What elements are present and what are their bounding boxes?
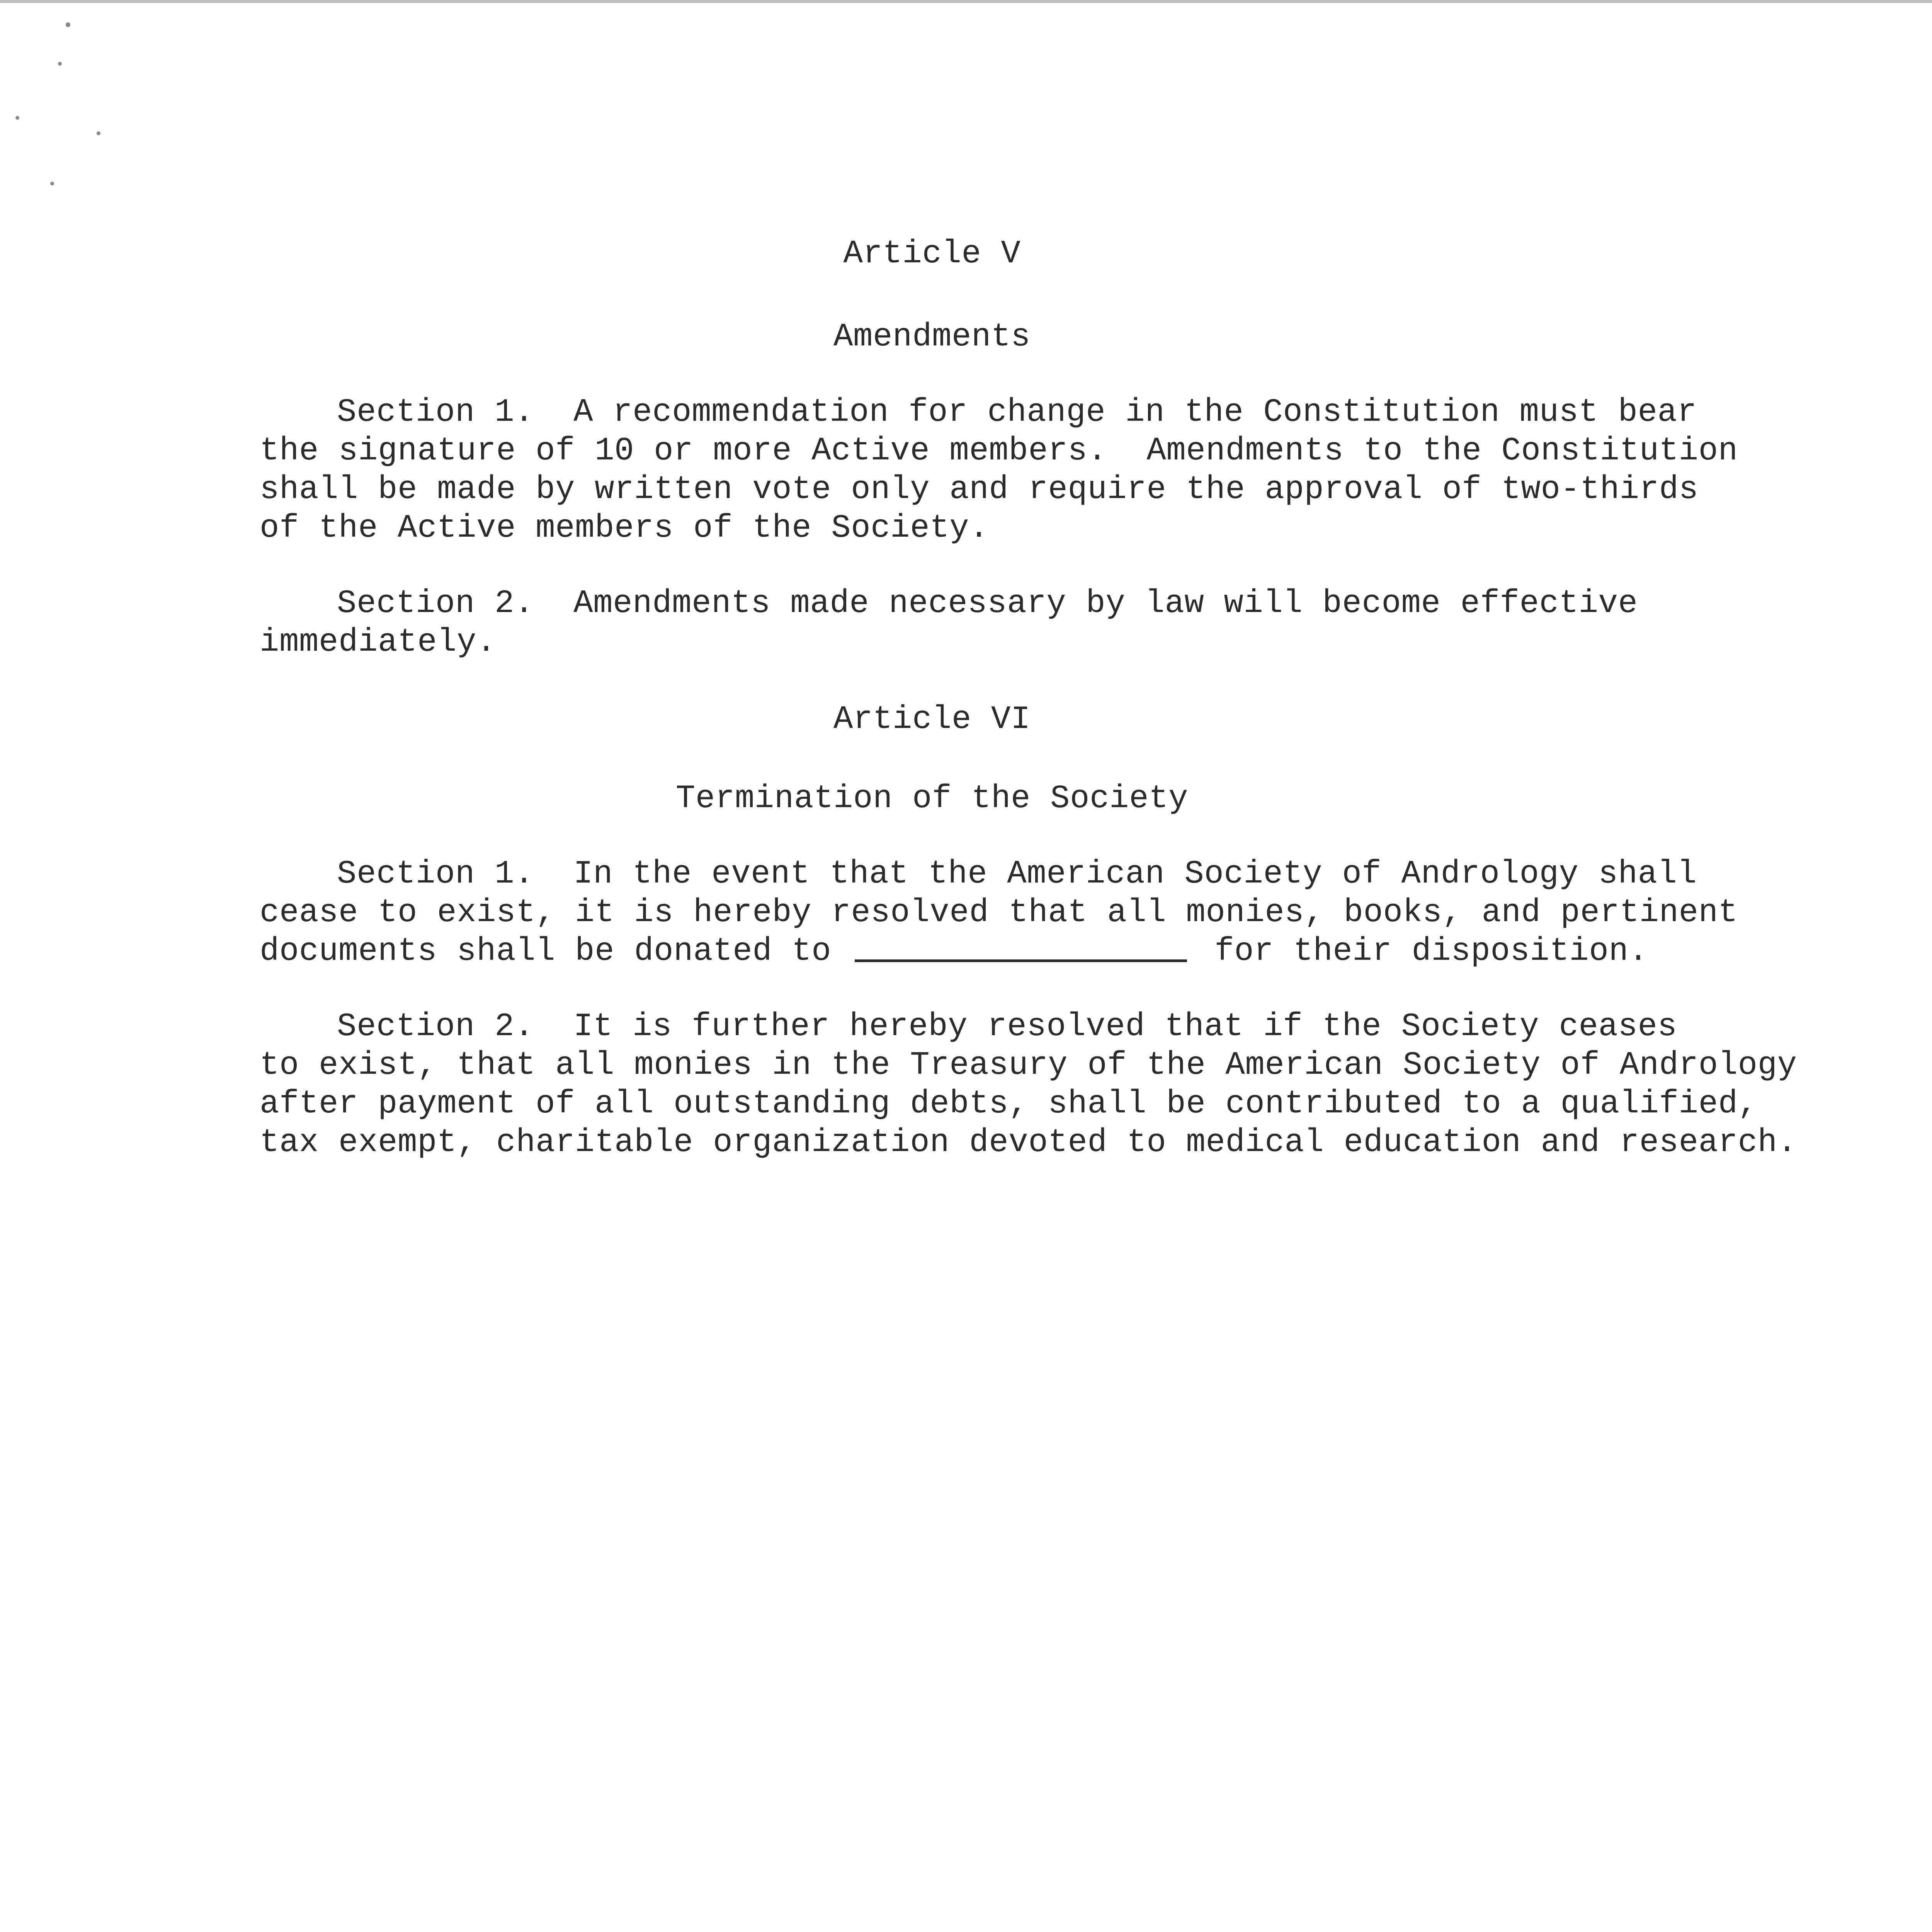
article-vi-section1-line1: Section 1. In the event that the American Society of Andrology shall: [337, 856, 1697, 893]
article-v-subheading: Amendments: [833, 319, 1031, 355]
paper-top-edge: [0, 0, 1932, 3]
article-vi-section2-line1: Section 2. It is further hereby resolved that if the Society ceases: [337, 1009, 1677, 1045]
article-v-section1-line3: shall be made by written vote only and require the approval of two-thirds: [260, 471, 1699, 508]
article-vi-section1-line3-end: for their disposition.: [1214, 933, 1648, 970]
paper-speck: [15, 116, 19, 120]
article-vi-section1-line3: [260, 933, 1648, 970]
paper-speck: [58, 62, 62, 66]
article-vi-subheading: Termination of the Society: [675, 781, 1189, 817]
article-vi-section1-line2: cease to exist, it is hereby resolved that all monies, books, and pertinent: [260, 895, 1738, 931]
article-v-section1-line4: of the Active members of the Society.: [260, 510, 989, 547]
article-vi-section2-line4: tax exempt, charitable organization devoted to medical education and research.: [260, 1124, 1797, 1161]
paper-speck: [66, 22, 70, 27]
article-v-section1-line1: Section 1. A recommendation for change in the Constitution must bear: [337, 394, 1697, 431]
article-v-section1-line2: the signature of 10 or more Active members. Amendments to the Constitution: [260, 433, 1738, 469]
blank-recipient-line: [855, 959, 1187, 962]
article-vi-heading: Article VI: [833, 701, 1031, 738]
article-v-section2-line1: Section 2. Amendments made necessary by law will become effective: [337, 585, 1638, 622]
paper-speck: [97, 131, 100, 135]
paper-speck: [50, 182, 54, 185]
article-vi-section1-line3-start: documents shall be donated to: [260, 933, 832, 970]
article-v-section2-line2: immediately.: [260, 624, 497, 661]
article-v-heading: Article V: [843, 236, 1021, 272]
article-vi-section2-line3: after payment of all outstanding debts, shall be contributed to a qualified,: [260, 1086, 1758, 1122]
article-vi-section2-line2: to exist, that all monies in the Treasury of the American Society of Andrology: [260, 1047, 1797, 1084]
